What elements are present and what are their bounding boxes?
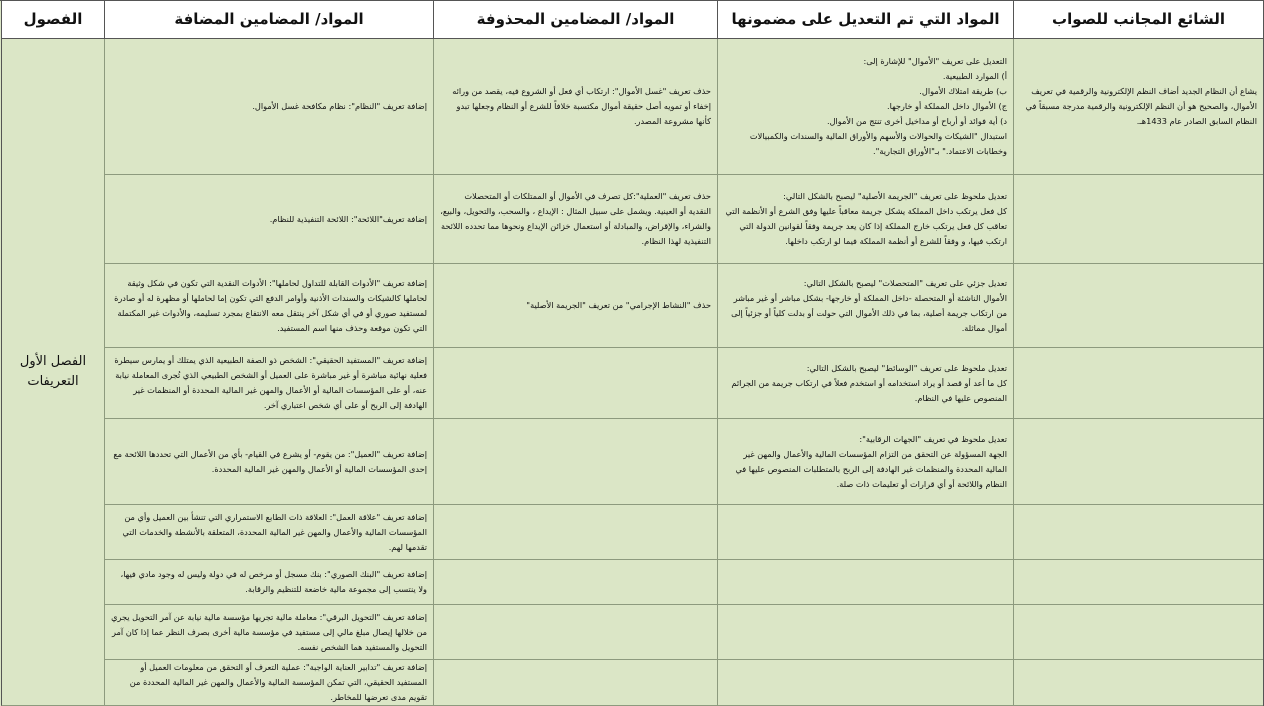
cell-common-7[interactable]	[1013, 560, 1263, 605]
cell-deleted-5[interactable]	[433, 419, 717, 505]
cell-deleted-7[interactable]	[433, 560, 717, 605]
cell-common-2[interactable]	[1013, 175, 1263, 264]
cell-common-1[interactable]: يشاع أن النظام الجديد أضاف النظم الإلكترونية والرقمية في تعريف الأموال، والصحيح هو أن النظم الإلكترونية والرقمية مدرجة مسبقاً في النظام السابق الصادر عام 1433هـ.	[1013, 39, 1263, 175]
cell-common-5[interactable]	[1013, 419, 1263, 505]
cell-modified-7[interactable]	[717, 560, 1013, 605]
cell-deleted-1[interactable]: حذف تعريف "غسل الأموال": ارتكاب أي فعل أو الشروع فيه، يقصد من ورائه إخفاء أو تمويه أصل حقيقة أموال مكتسبة خلافاً للشرع أو النظام وجعلها تبدو كأنها مشروعة المصدر.	[433, 39, 717, 175]
cell-modified-8[interactable]	[717, 605, 1013, 660]
cell-added-2[interactable]: إضافة تعريف"اللائحة": اللائحة التنفيذية للنظام.	[104, 175, 433, 264]
cell-common-6[interactable]	[1013, 505, 1263, 560]
cell-modified-9[interactable]	[717, 660, 1013, 706]
cell-deleted-8[interactable]	[433, 605, 717, 660]
cell-added-7[interactable]: إضافة تعريف "البنك الصوري": بنك مسجل أو مرخص له في دولة وليس له وجود مادي فيها، ولا ينتسب إلى مجموعة مالية خاضعة للتنظيم والرقابة.	[104, 560, 433, 605]
cell-deleted-2[interactable]: حذف تعريف "العملية":كل تصرف في الأموال أو الممتلكات أو المتحصلات النقدية أو العينية. ويشمل على سبيل المثال : الإيداع ، والسحب، والتحويل، والبيع، والشراء، والإقراض، والمبادلة أو استعمال خزائن الإيداع ونحوها مما تحدده اللائحة التنفيذية لهذا النظام.	[433, 175, 717, 264]
cell-common-3[interactable]	[1013, 264, 1263, 348]
header-chapters[interactable]: الفصول	[1, 1, 104, 39]
cell-modified-4[interactable]: تعديل ملحوظ على تعريف "الوسائط" ليصبح بالشكل التالي: كل ما أعد أو قصد أو يراد استخدامه أو استخدم فعلاً في ارتكاب جريمة من الجرائم المنصوص عليها في النظام.	[717, 348, 1013, 419]
cell-deleted-3[interactable]: حذف "النشاط الإجرامي" من تعريف "الجريمة الأصلية"	[433, 264, 717, 348]
chapter-cell[interactable]: الفصل الأول التعريفات	[1, 39, 104, 706]
cell-added-1[interactable]: إضافة تعريف "النظام": نظام مكافحة غسل الأموال.	[104, 39, 433, 175]
cell-common-9[interactable]	[1013, 660, 1263, 706]
cell-modified-6[interactable]	[717, 505, 1013, 560]
cell-added-6[interactable]: إضافة تعريف "علاقة العمل": العلاقة ذات الطابع الاستمراري التي تنشأ بين العميل وأي من المؤسسات المالية والأعمال والمهن غير المالية المحددة، المتعلقة بالأنشطة والخدمات التي تقدمها لهم.	[104, 505, 433, 560]
cell-added-4[interactable]: إضافة تعريف "المستفيد الحقيقي": الشخص ذو الصفة الطبيعية الذي يمتلك أو يمارس سيطرة فعلية نهائية مباشرة أو غير مباشرة على العميل أو الشخص الطبيعي الذي تُجرى المعاملة نيابة عنه، أو على المؤسسات المالية أو الأعمال والمهن غير المالية المحددة أو المنظمات غير الهادفة إلى الربح أو على أي شخص اعتباري آخر.	[104, 348, 433, 419]
cell-deleted-6[interactable]	[433, 505, 717, 560]
cell-added-8[interactable]: إضافة تعريف "التحويل البرقي": معاملة مالية تجريها مؤسسة مالية نيابة عن آمر التحويل يجري من خلالها إيصال مبلغ مالي إلى مستفيد في مؤسسة مالية أخرى بصرف النظر عما إذا كان آمر التحويل والمستفيد هما الشخص نفسه.	[104, 605, 433, 660]
cell-modified-3[interactable]: تعديل جزئي على تعريف "المتحصلات" ليصبح بالشكل التالي: الأموال الناشئة أو المتحصلة -داخل المملكة أو خارجها- بشكل مباشر أو غير مباشر من ارتكاب جريمة أصلية، بما في ذلك الأموال التي حولت أو بدلت كلياً أو جزئياً إلى أموال مماثلة.	[717, 264, 1013, 348]
cell-added-5[interactable]: إضافة تعريف "العميل": من يقوم- أو يشرع في القيام- بأي من الأعمال التي تحددها اللائحة مع إحدى المؤسسات المالية أو الأعمال والمهن غير المالية المحددة.	[104, 419, 433, 505]
header-deleted[interactable]: المواد/ المضامين المحذوفة	[433, 1, 717, 39]
cell-modified-2[interactable]: تعديل ملحوظ على تعريف "الجريمة الأصلية" ليصبح بالشكل التالي: كل فعل يرتكب داخل المملكة يشكل جريمة معاقباً عليها وفق الشرع أو الأنظمة التي تعاقب كل فعل يرتكب خارج المملكة إذا كان يعد جريمة وفقاً لقوانين الدولة التي ارتكب فيها، و وفقاً للشرع أو أنظمة المملكة فيما لو ارتكب داخلها.	[717, 175, 1013, 264]
cell-common-8[interactable]	[1013, 605, 1263, 660]
header-added[interactable]: المواد/ المضامين المضافة	[104, 1, 433, 39]
header-common[interactable]: الشائع المجانب للصواب	[1013, 1, 1263, 39]
cell-added-3[interactable]: إضافة تعريف "الأدوات القابلة للتداول لحاملها": الأدوات النقدية التي تكون في شكل وثيقة لحاملها كالشيكات والسندات الأذنية وأوامر الدفع التي تكون إما لحاملها أو مظهرة له أو صادرة لمستفيد صوري أو في أي شكل آخر ينتقل معه الانتفاع بمجرد تسليمه، والأدوات غير المكتملة التي تكون موقعة وحذف منها اسم المستفيد.	[104, 264, 433, 348]
cell-deleted-9[interactable]	[433, 660, 717, 706]
header-modified[interactable]: المواد التي تم التعديل على مضمونها	[717, 1, 1013, 39]
cell-modified-1[interactable]: التعديل على تعريف "الأموال" للإشارة إلى: أ) الموارد الطبيعية. ب) طريقة امتلاك الأموال. ج) الأموال داخل المملكة أو خارجها. د) أية فوائد أو أرباح أو مداخيل أخرى تنتج من الأموال. استبدال "الشيكات والحوالات والأسهم والأوراق المالية والسندات والكمبيالات وخطابات الاعتماد." بـ"الأوراق التجارية".	[717, 39, 1013, 175]
cell-modified-5[interactable]: تعديل ملحوظ في تعريف "الجهات الرقابية": الجهة المسؤولة عن التحقق من التزام المؤسسات المالية والأعمال والمهن غير المالية المحددة والمنظمات غير الهادفة إلى الربح بالمتطلبات المنصوص عليها في النظام واللائحة أو أي قرارات أو تعليمات ذات صلة.	[717, 419, 1013, 505]
cell-deleted-4[interactable]	[433, 348, 717, 419]
cell-added-9[interactable]: إضافة تعريف "تدابير العناية الواجبة": عملية التعرف أو التحقق من معلومات العميل أو المستفيد الحقيقي، التي تمكن المؤسسة المالية والأعمال والمهن غير المالية المحددة من تقويم مدى تعرضها للمخاطر.	[104, 660, 433, 706]
cell-common-4[interactable]	[1013, 348, 1263, 419]
